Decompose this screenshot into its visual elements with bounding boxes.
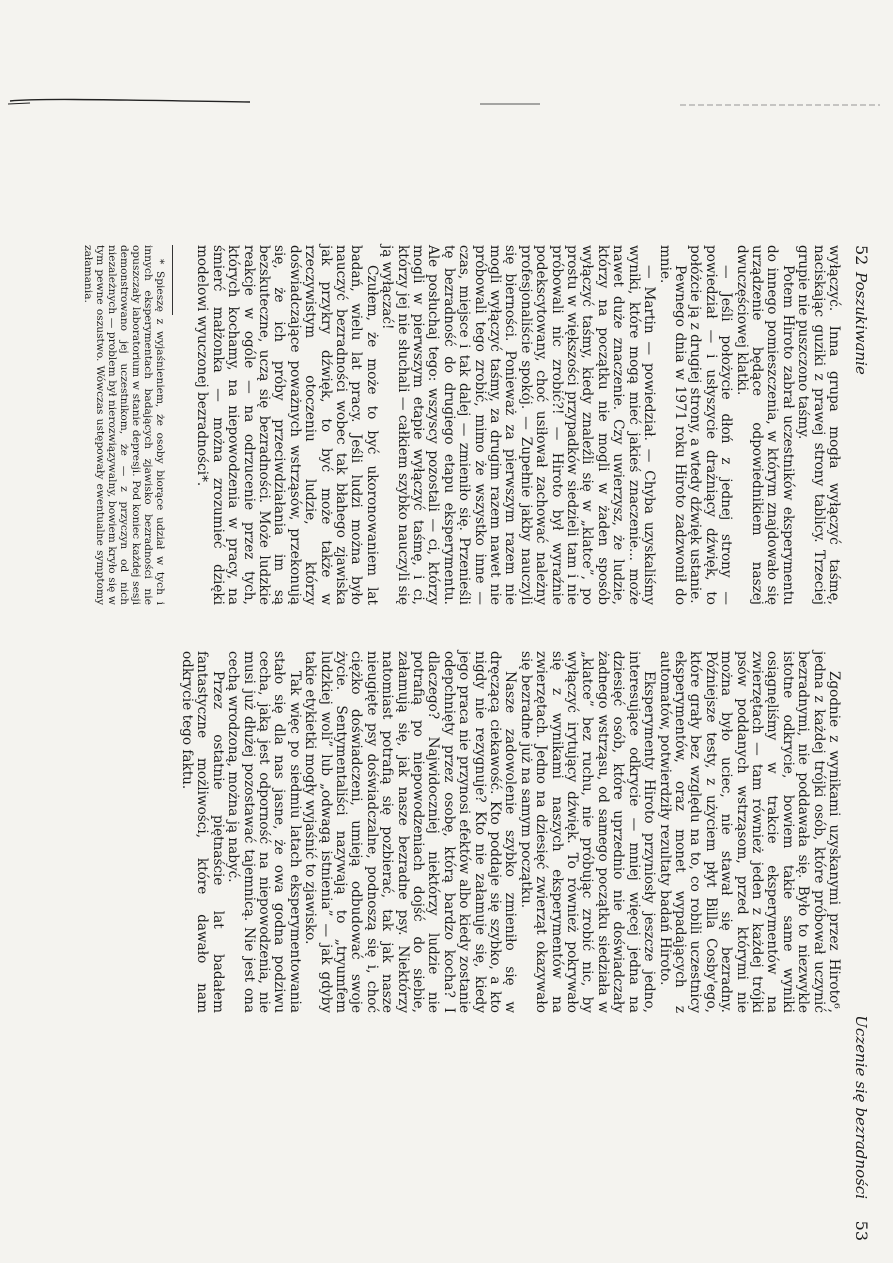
left-body-text xyxy=(194,245,841,605)
paragraph: — Jeśli położycie dłoń z jednej strony — powiedział — i usłyszycie drażniący dźwięk, to połóżcie ją z drugiej strony, a wtedy dźwięk ustanie. xyxy=(687,245,735,605)
left-page xyxy=(0,0,893,631)
left-running-head xyxy=(849,0,871,631)
left-page-number: 52 xyxy=(852,245,871,266)
paragraph: Czułem, że może to być ukoronowaniem lat badań, wielu lat pracy. Jeśli ludzi można było nauczyć bezradności wobec tak błahego zjawiska jak przykry dźwięk, to być może także w rzeczywistym otoczeniu ludzie, którzy doświadczające poważnych wstrząsów, przekonują się, że ich próby przeciwdziałania im są bezskuteczne, uczą się bezradności. Może ludzkie reakcje w ogóle — na odrzucenie przez tych, których kochamy, na niepowodzenia w pracy, na śmierć małżonka — można zrozumieć dzięki modelowi wyuczonej bezradności*. xyxy=(194,245,380,605)
paragraph: Przez ostatnie piętnaście lat badałem fantastyczne możliwości, które dawało nam odkrycie tego faktu. xyxy=(178,651,226,1013)
paragraph: Zgodnie z wynikami uzyskanymi przez Hiroto⁶, jedna z każdej trójki osób, które próbował uczynić bezradnymi, nie poddawała się. Było to niezwykle istotne odkrycie, bowiem takie same wyniki osiągnęliśmy w trakcie eksperymentów na zwierzętach — tam również jeden z każdej trójki psów poddanych wstrząsom, przed którymi nie można było uciec, nie stawał się bezradny. Późniejsze testy, z użyciem płyt Billa Cosby'ego, które grały bez względu na to, co robili uczestnicy eksperymentów, oraz monet wypadających z automatów, potwierdziły rezultaty badań Hiroto. xyxy=(656,651,842,1013)
footnote xyxy=(82,245,166,605)
paragraph: Tak więc po siedmiu latach eksperymentowania stało się dla nas jasne, że owa godna podziwu cecha, jaką jest odporność na niepowodzenia, nie musi już dłużej pozostawać tajemnicą. Nie jest ona cechą wrodzoną, można ją nabyć. xyxy=(225,651,303,1013)
footnote-divider xyxy=(172,245,173,315)
right-running-head xyxy=(849,631,871,1263)
paragraph: Nasze zadowolenie szybko zmieniło się w dręczącą ciekawość. Kto poddaje się szybko, a kto nigdy nie rezygnuje? Kto nie załamuje się, kiedy jego praca nie przynosi efektów albo kiedy zostanie odepchnięty przez osobę, którą bardzo kocha? I dlaczego? Najwidoczniej niektórzy ludzie nie potrafią po niepowodzeniach dojść do siebie, załamują się, jak nasze bezradne psy. Niektórzy natomiast potrafią się pozbierać, tak jak nasze nieugięte psy doświadczalne, podnoszą się i, choć ciężko doświadczeni, umieją odbudować swoje życie. Sentymentaliści nazywają to „tryumfem ludzkiej woli” lub „odwagą istnienia” — jak gdyby takie etykietki mogły wyjaśnić to zjawisko. xyxy=(302,651,519,1013)
right-body-text xyxy=(179,651,841,1013)
right-running-title: Uczenie się bezradności xyxy=(852,1015,870,1199)
paragraph: Eksperymenty Hiroto przyniosły jeszcze jedno, interesujące odkrycie — mniej więcej jedna na dziesięć osób, które uprzednio nie doświadczały żadnego wstrząsu, od samego początku siedziała w „klatce” bez ruchu, nie próbując zrobić nic, by wyłączyć irytujący dźwięk. To również pokrywało się z wynikami naszych eksperymentów na zwierzętach. Jedno na dziesięć zwierząt okazywało się bezradne już na samym początku. xyxy=(517,651,658,1013)
right-page xyxy=(0,631,893,1263)
paragraph: Pewnego dnia w 1971 roku Hiroto zadzwonił do mnie. xyxy=(656,245,688,605)
right-page-number: 53 xyxy=(852,1220,871,1241)
left-running-title: Poszukiwanie xyxy=(852,272,870,375)
footnote-text: * Spieszę z wyjaśnieniem, że osoby biorące udział w tych i innych eksperymentach badających zjawisko bezradności nie opuszczały laboratorium w stanie depresji. Pod koniec każdej sesji demonstrowano jej uczestnikom, że — z przyczyn od nich niezależnych — problem był nierozwiązywalny, bowiem kryło się w tym pewne oszustwo. Wówczas ustępowały ewentualne symptomy załamania. xyxy=(82,245,166,605)
paragraph: — Martin — powiedział. — Chyba uzyskaliśmy wyniki, które mogą mieć jakieś znaczenie... może nawet duże znaczenie. Czy uwierzysz, że ludzie, którzy na początku nie mogli w żaden sposób wyłączyć taśmy, kiedy znaleźli się w „klatce”, po prostu w większości przypadków siedzieli tam i nie próbowali nic zrobić?! — Hiroto był wyraźnie podekscytowany, choć usiłował zachować należny profesjonaliście spokój. — Zupełnie jakby nauczyli się bierności. Ponieważ za pierwszym razem nie mogli wyłączyć taśmy, za drugim razem nawet nie próbowali tego zrobić, mimo że wszystko inne — czas, miejsce i tak dalej — zmieniło się. Przenieśli tę bezradność do drugiego etapu eksperymentu. Ale posłuchaj tego: wszyscy pozostali — ci, którzy mogli w pierwszym etapie wyłączyć taśmę, i ci, którzy jej nie słuchali — całkiem szybko nauczyli się ją wyłączać! xyxy=(379,245,658,605)
paragraph: wyłączyć. Inna grupa mogła wyłączyć taśmę, naciskając guziki z prawej strony tablicy. Trzeciej grupie nie puszczono taśmy. xyxy=(795,245,842,605)
paragraph: Potem Hiroto zabrał uczestników eksperymentu do innego pomieszczenia, w którym znajdowało się urządzenie będące odpowiednikiem naszej dwuczęściowej klatki. xyxy=(733,245,796,605)
